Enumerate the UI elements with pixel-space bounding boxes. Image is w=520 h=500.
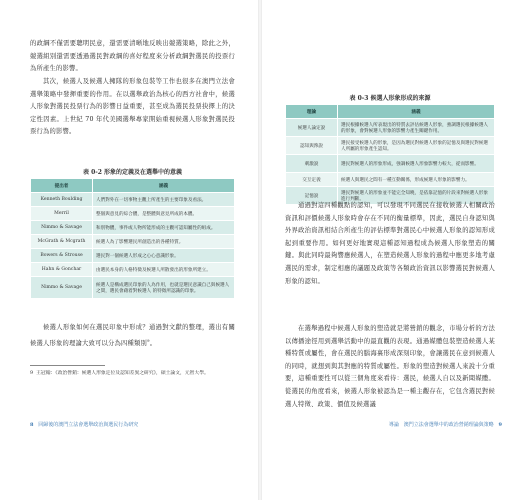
left-page-footer (30, 421, 240, 428)
table-cell: 選民對一個候選人形成之心心意識形象。 (93, 249, 235, 263)
running-title: 澳門立法會選舉中的政治營銷理論與策略 (403, 422, 494, 428)
page-number: 8 (30, 422, 34, 428)
table-cell: 選民對候選人的形象並不能完全知曉，是依靠記憶的片段來對候選人形象進行判斷。 (338, 187, 495, 205)
table-cell: 刺激說 (286, 155, 338, 173)
right-paragraph-2: 在選舉過程中候選人形象的塑造就是將營銷的觀念，市場分析的方法以傳播途徑用到選舉活動中的最直觀的表現。通過媒體包裝塑造候選人某種特質或屬性，會在選民的腦海裏形成深刻印象，會讓選民在意到候選人的同時，就想到與其對應的特質或屬性。形象的塑造對候選人來說十分重要，這種重要性可以從三個角度來看待：選民，候選人自以及新聞媒體。從選民的角度看來，候選人形象被認為是一種主觀存在，它包含選民對候選人特徵、政策、價值及候選議 (285, 325, 495, 408)
table-cell: 候選人為了影響選民所創造出的各種特質。 (93, 235, 235, 249)
right-sources-table (285, 104, 495, 205)
footnote-text: 王冠翰：《政治營銷：候選人形象定位及認知差異之研究》，碩士論文，元智大學。 (36, 371, 209, 376)
table-header-cell: 涵義 (93, 179, 235, 193)
paragraph-end-mark: 。 (149, 339, 157, 347)
table-cell: 候選人與選民之間有一種互動關係，形成候選人形象的影響力。 (338, 173, 495, 187)
table-header-cell: 提出者 (31, 179, 93, 193)
table-row (31, 235, 235, 249)
table-cell: Kenneth Boulding (31, 193, 93, 207)
left-page (0, 0, 258, 500)
left-table-caption: 表 0-2 形象的定義及在選舉中的意義 (82, 169, 183, 176)
table-cell: Merril (31, 207, 93, 221)
table-cell: 人們對外在一切事物主觀上所產生的主要印象及看法。 (93, 193, 235, 207)
table-row (31, 263, 235, 277)
table-row (31, 221, 235, 235)
table-cell: 認知與滲說 (286, 137, 338, 155)
page-number: 9 (498, 422, 502, 428)
right-page (262, 0, 520, 500)
table-cell: 選民對候選人的形象形成，強調候選人形象影響力較大，從而影響。 (338, 155, 495, 173)
table-cell: 交互定義 (286, 173, 338, 187)
footnote-number: 9 (30, 371, 34, 376)
table-row (286, 137, 495, 155)
table-row (31, 249, 235, 263)
table-header-row (286, 105, 495, 119)
table-row (31, 193, 235, 207)
footnote (30, 370, 235, 378)
table-header-row (31, 179, 235, 193)
footnote-divider (30, 365, 105, 366)
left-paragraph-3 (30, 322, 235, 350)
left-definition-table (30, 178, 235, 299)
left-paragraph-2: 其次，候選人及候選人擁隊的形象包裝等工作也很多在澳門立法會選舉策略中發揮重要的作用。在以選舉政治為核心的西方社會中，候選人形象對選民投票行為的影響日益重要，甚至成為選民投票抉擇上的決定性因素。上世紀 70 年代美國選舉專家開始重視候選人形象對選民投票行為的影響。 (30, 78, 235, 136)
table-row (286, 155, 495, 173)
table-header-cell: 理論 (286, 105, 338, 119)
table-cell: Bowers & Strouse (31, 249, 93, 263)
right-table-caption: 表 0-3 候選人形象形成的來源 (349, 95, 431, 102)
left-paragraph-1: 的政綱不僅需要聰明民意，還需要清晰地反映出競選策略，除此之外，競選組別還需要透過選民對政綱的喜好程度來分析政綱對選民的投票行為所產生的影響。 (30, 40, 235, 73)
table-cell: Hahn & Gonchar (31, 263, 93, 277)
running-title: 回歸後的澳門立法會選舉政治與選民行為研究 (38, 422, 139, 428)
table-cell: 候選人是構成選民印象的人為作用，也就是選民意識自己與候選人之間，選民會藉着對候選人 的特徵所認識的印象。 (93, 277, 235, 299)
table-row (286, 119, 495, 137)
right-paragraph-1: 通過對這四種觀點的認知，可以發現不同選民在接收候選人相關政治資訊和評價候選人形象時會存在不同的衡量標準，因此，選民自身認知與外界政治資訊相結合所產生的評估標準對選民心中候選人形象的認知形成起到重要作用。如何更好地實現這種認知過程成為候選人形象塑造的關鍵。與此同時最夠響應候選人，在塑造候選人形象的過程中應更多地考慮選民的需求，制定相應的議題及政策等各類政治資訊以影響選民對候選人形象的認知。 (285, 202, 495, 285)
table-cell: 選民根據候選人所表現出的特質去評估候選人形象，強調選民根據候選人的形象，會對候選人形象的影響力產生關鍵作用。 (338, 119, 495, 137)
table-cell: 由選民本身的人格特徵及候選人所散發出的形象所建立。 (93, 263, 235, 277)
table-row (31, 277, 235, 299)
table-cell: Nimmo & Savage (31, 277, 93, 299)
table-cell: 和別物體，事件或人物所能形成的主觀可認知屬性的組成。 (93, 221, 235, 235)
table-row (286, 173, 495, 187)
footnote-reference[interactable]: 9 (146, 337, 150, 343)
table-row (31, 207, 235, 221)
table-cell: 記憶說 (286, 187, 338, 205)
table-cell: 整個與意見的綜合體，是整體與意見所成的本體。 (93, 207, 235, 221)
table-cell: 選民接受候選人的形象，是因為選民對候選人形象的記憶及與選民對候選人所屬的形象產生認知。 (338, 137, 495, 155)
right-page-footer (352, 421, 502, 428)
table-cell: Nimmo & Savage (31, 221, 93, 235)
running-section: 導論 (388, 422, 399, 428)
paragraph-text: 候選人形象如何在選民印象中形成？通過對文獻的整理，選出有關候選人形象的理論大致可以分為四種類別 (30, 324, 235, 347)
table-cell: McGrath & Mcgrath (31, 235, 93, 249)
table-header-cell: 涵義 (338, 105, 495, 119)
table-cell: 候選人論定說 (286, 119, 338, 137)
